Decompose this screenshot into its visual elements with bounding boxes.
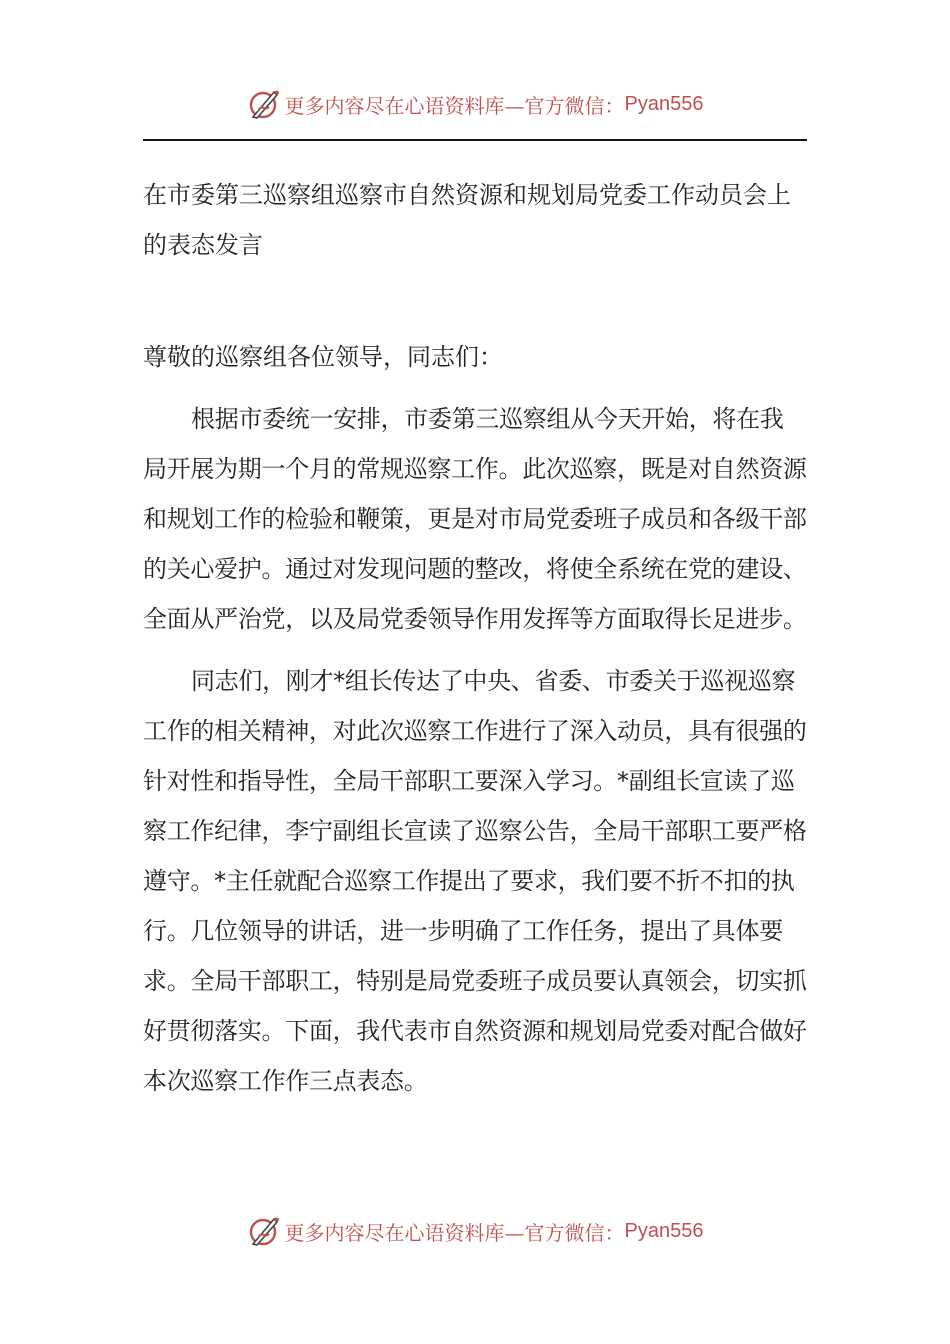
document-title: 在市委第三巡察组巡察市自然资源和规划局党委工作动员会上的表态发言 [143, 181, 791, 259]
footer-contact: Pyan556 [624, 1219, 704, 1242]
header-divider [143, 139, 807, 141]
header-banner [0, 84, 950, 124]
paragraph-2: 同志们，刚才*组长传达了中央、省委、市委关于巡视巡察工作的相关精神，对此次巡察工作进行了深入动员，具有很强的针对性和指导性，全局干部职工要深入学习。*副组长宣读了巡察工作纪律，李宁副组长宣读了巡察公告，全局干部职工要严格遵守。*主任就配合巡察工作提出了要求，我们要不折不扣的执行。几位领导的讲话，进一步明确了工作任务，提出了具体要求。全局干部职工，特别是局党委班子成员要认真领会，切实抓好贯彻落实。下面，我代表市自然资源和规划局党委对配合做好本次巡察工作作三点表态。 [143, 667, 807, 1095]
document-body [143, 170, 807, 1106]
header-tagline: 更多内容尽在心语资料库—官方微信： [284, 93, 625, 118]
salutation: 尊敬的巡察组各位领导，同志们： [143, 343, 503, 371]
paragraph-1: 根据市委统一安排，市委第三巡察组从今天开始，将在我局开展为期一个月的常规巡察工作。此次巡察，既是对自然资源和规划工作的检验和鞭策，更是对市局党委班子成员和各级干部的关心爱护。通过对发现问题的整改，将使全系统在党的建设、全面从严治党，以及局党委领导作用发挥等方面取得长足进步。 [143, 405, 807, 633]
quill-logo-icon [247, 87, 281, 121]
quill-logo-icon [247, 1214, 281, 1248]
footer-banner [0, 1211, 950, 1251]
footer-tagline: 更多内容尽在心语资料库—官方微信： [284, 1220, 625, 1245]
header-contact: Pyan556 [624, 92, 704, 115]
